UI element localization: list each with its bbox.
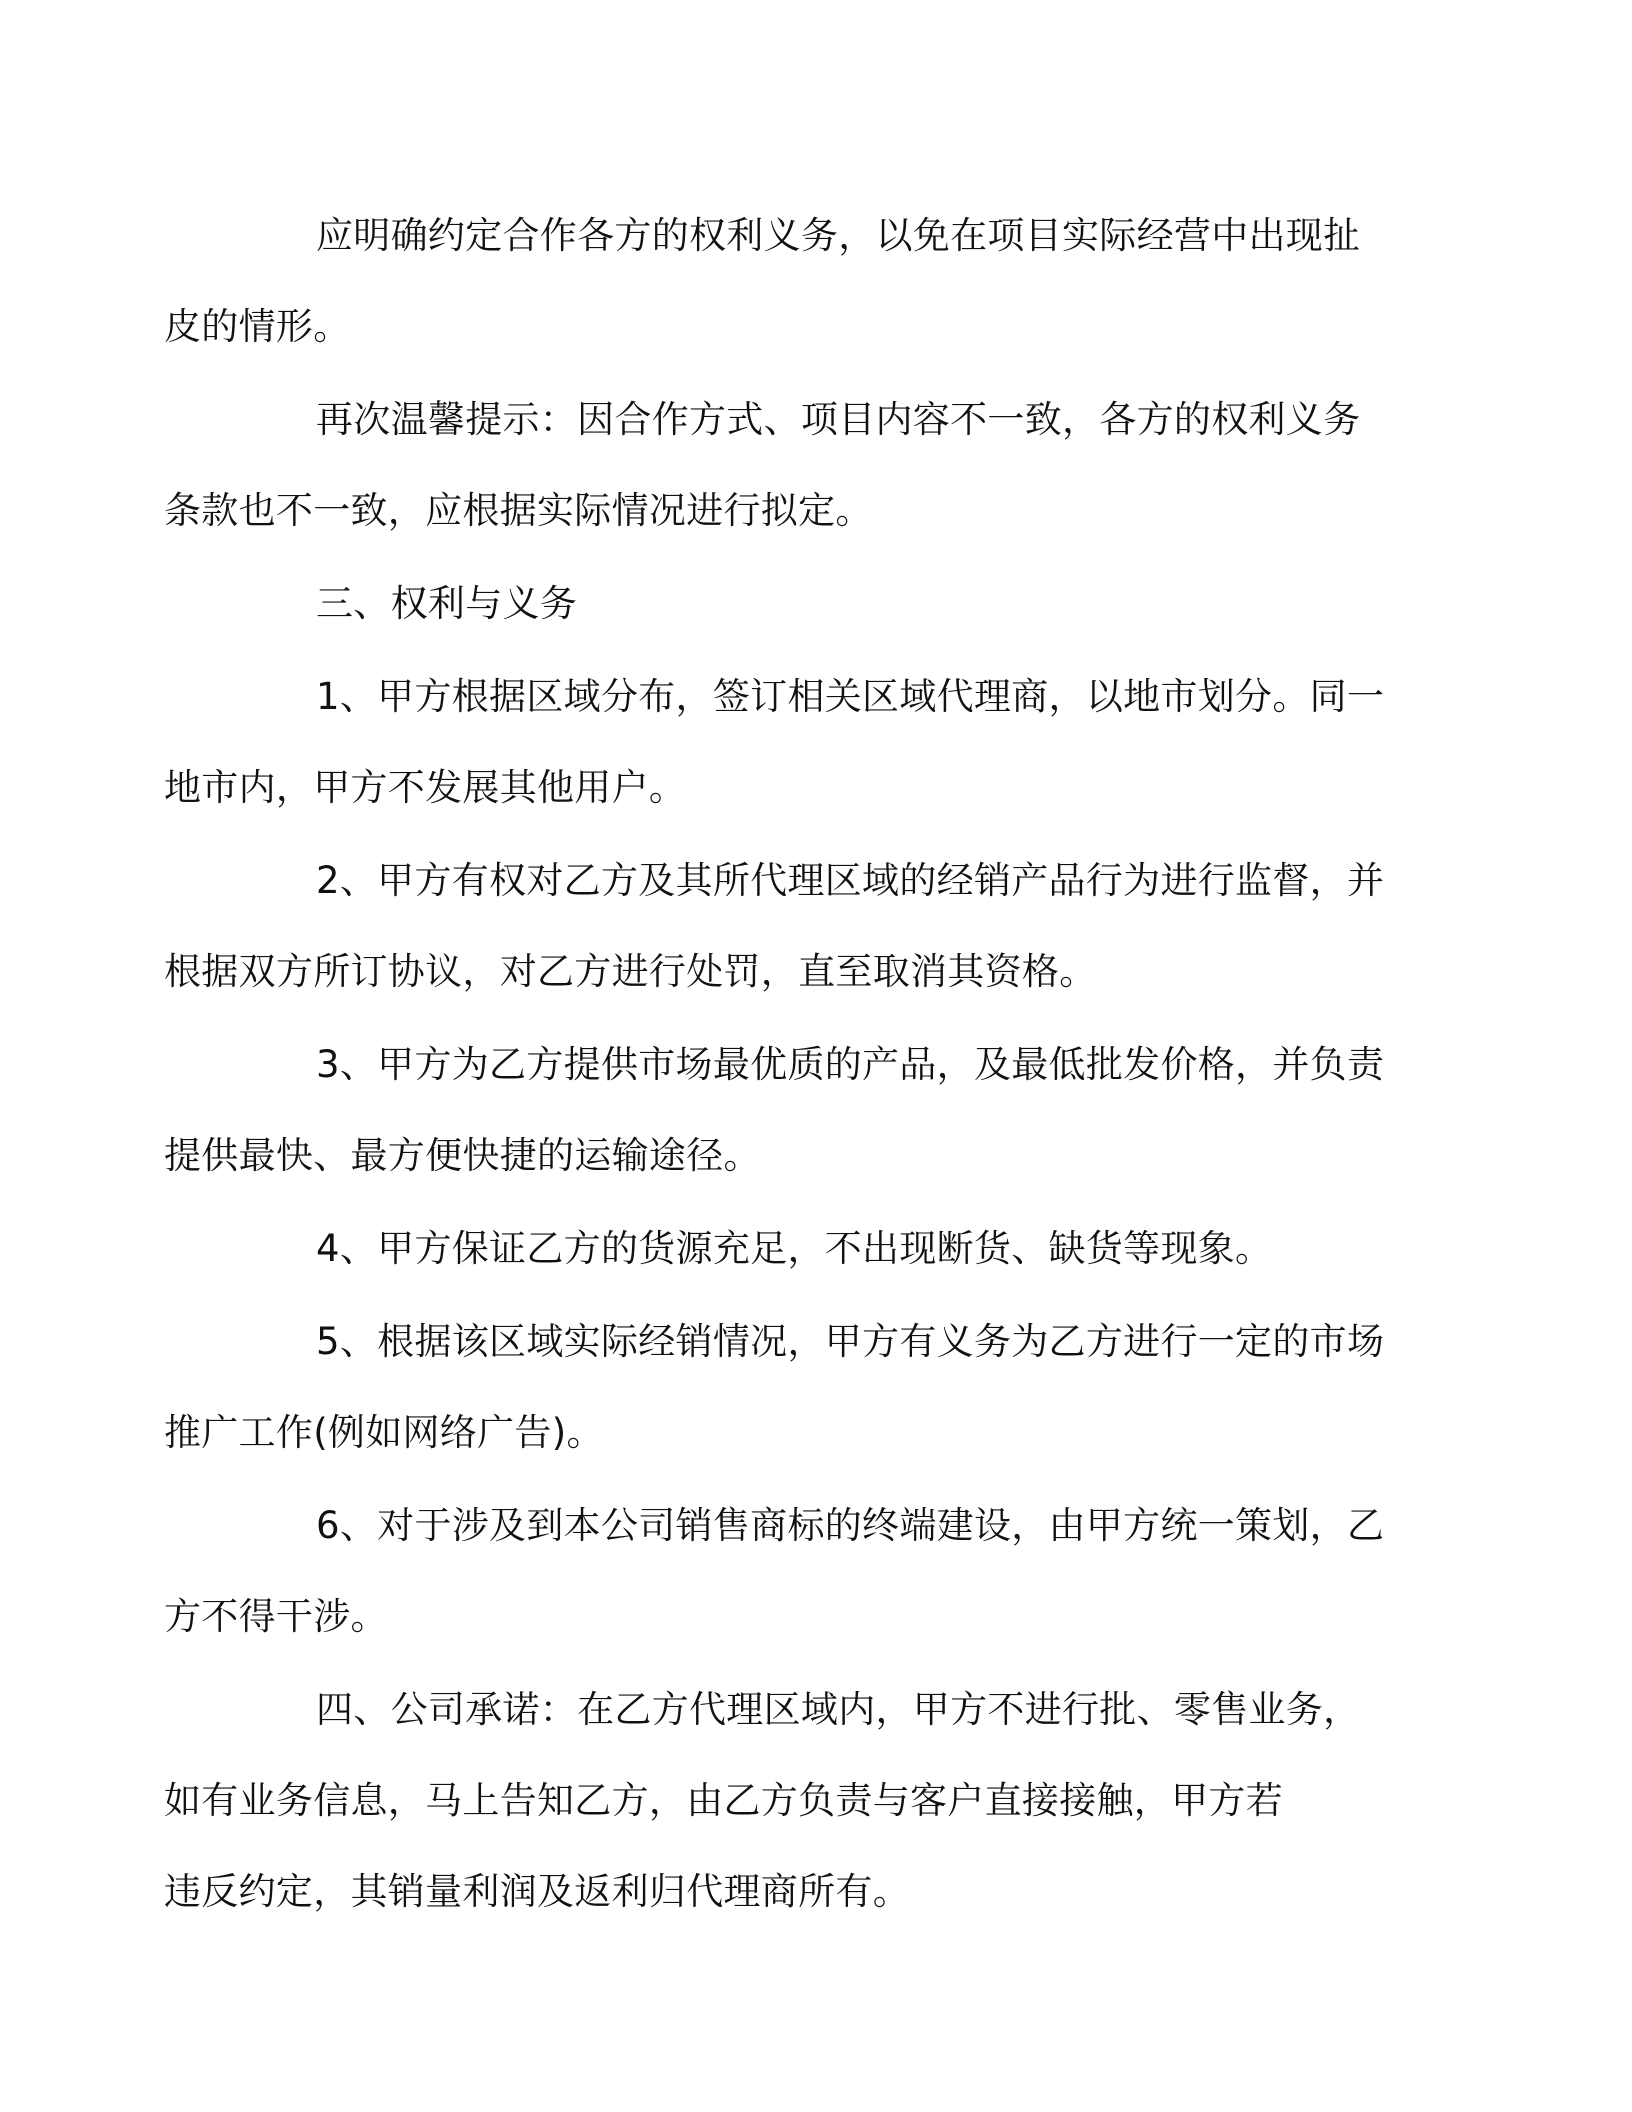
paragraph-line: 1、甲方根据区域分布，签订相关区域代理商，以地市划分。同一 (316, 675, 1385, 718)
paragraph-line: 方不得干涉。 (164, 1595, 388, 1638)
paragraph-line: 条款也不一致，应根据实际情况进行拟定。 (164, 489, 873, 532)
paragraph-line: 推广工作(例如网络广告)。 (164, 1411, 604, 1454)
section-heading-rights-obligations (240, 558, 1392, 649)
paragraph-line: 地市内，甲方不发展其他用户。 (164, 766, 687, 809)
paragraph-line: 3、甲方为乙方提供市场最优质的产品，及最低批发价格，并负责 (316, 1043, 1385, 1086)
paragraph-reminder (164, 374, 1392, 556)
clause-5 (164, 1296, 1392, 1478)
section-company-commitment (164, 1664, 1392, 1937)
paragraph-line: 2、甲方有权对乙方及其所代理区域的经销产品行为进行监督，并 (316, 859, 1385, 902)
paragraph-line: 应明确约定合作各方的权利义务，以免在项目实际经营中出现扯 (316, 214, 1361, 257)
paragraph-line: 提供最快、最方便快捷的运输途径。 (164, 1134, 761, 1177)
paragraph-line: 皮的情形。 (164, 305, 351, 348)
clause-2 (164, 835, 1392, 1017)
paragraph-line: 违反约定，其销量利润及返利归代理商所有。 (164, 1870, 910, 1913)
section-heading-text: 三、权利与义务 (316, 582, 578, 625)
clause-3 (164, 1019, 1392, 1201)
paragraph-line: 6、对于涉及到本公司销售商标的终端建设，由甲方统一策划，乙 (316, 1504, 1385, 1547)
paragraph-line: 如有业务信息，马上告知乙方，由乙方负责与客户直接接触，甲方若 (164, 1779, 1283, 1822)
clause-6 (164, 1480, 1392, 1662)
paragraph-line: 根据双方所订协议，对乙方进行处罚，直至取消其资格。 (164, 950, 1097, 993)
paragraph-line: 4、甲方保证乙方的货源充足，不出现断货、缺货等现象。 (316, 1227, 1273, 1270)
clause-1 (164, 651, 1392, 833)
paragraph-line: 四、公司承诺：在乙方代理区域内，甲方不进行批、零售业务， (316, 1688, 1361, 1731)
paragraph-line: 再次温馨提示：因合作方式、项目内容不一致，各方的权利义务 (316, 398, 1361, 441)
paragraph-intro-obligations (164, 190, 1392, 372)
clause-4 (240, 1203, 1392, 1294)
document-page (164, 190, 1392, 1939)
paragraph-line: 5、根据该区域实际经销情况，甲方有义务为乙方进行一定的市场 (316, 1320, 1385, 1363)
